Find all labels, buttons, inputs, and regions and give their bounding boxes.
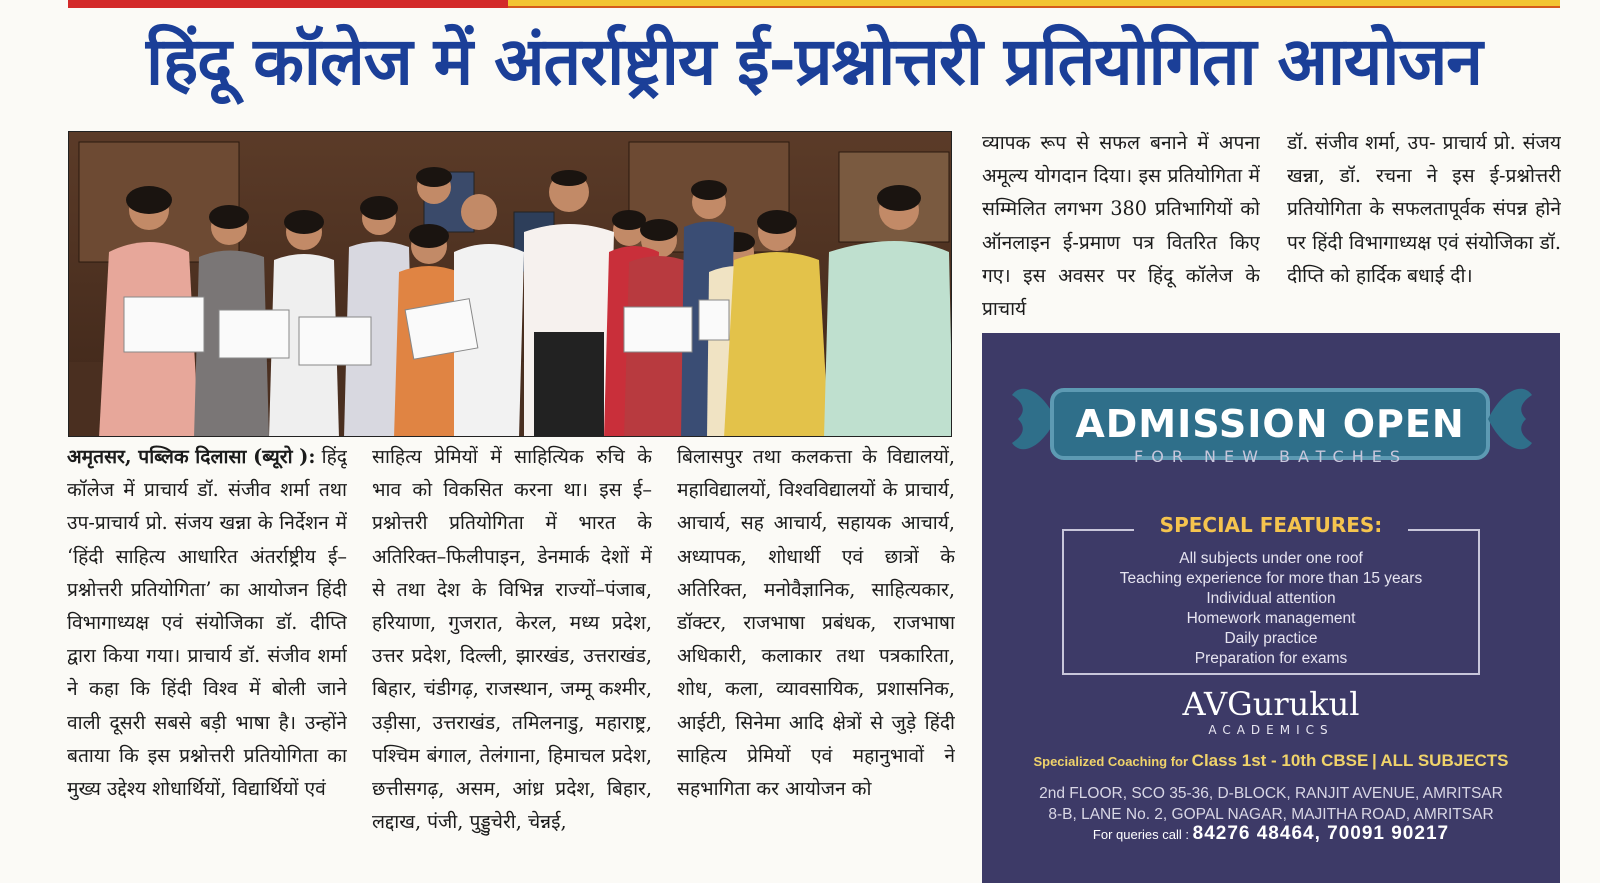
article-text-3: बिलासपुर तथा कलकत्ता के विद्यालयों, महाविद्यालयों, विश्वविद्यालयों के प्राचार्य, आचार्य, सह आचार्य, सहायक आचार्य, अध्यापक, शोधार्थी एवं छात्रों के अतिरिक्त, मनोवैज्ञानिक, साहित्यकार, डॉक्टर, राजभाषा प्रबंधक, राजभाषा अधिकारी, कलाकार तथा पत्रकारिता, शोध, कला, व्यावसायिक, प्रशासनिक, आईटी, सिनेमा आदि क्षेत्रों से जुड़े हिंदी साहित्य प्रेमियों एवं महानुभावों ने सहभागिता कर आयोजन को bbox=[677, 445, 955, 801]
address-line-1: 2nd FLOOR, SCO 35-36, D-BLOCK, RANJIT AVENUE, AMRITSAR bbox=[1039, 785, 1503, 802]
article-column-1 bbox=[67, 440, 347, 883]
coaching-line bbox=[982, 751, 1560, 771]
group-photo bbox=[68, 131, 952, 437]
feature-item: All subjects under one roof bbox=[1179, 550, 1363, 567]
article-column-3 bbox=[677, 440, 955, 883]
coaching-subjects: ALL SUBJECTS bbox=[1380, 751, 1509, 770]
coaching-separator: | bbox=[1371, 751, 1377, 770]
article-text-4: व्यापक रूप से सफल बनाने में अपना अमूल्य योगदान दिया। इस प्रतियोगिता में सम्मिलित लगभग 380 प्रतिभागियों को ऑनलाइन ई-प्रमाण पत्र वितरित किए गए। इस अवसर पर हिंदू कॉलेज के प्राचार्य bbox=[982, 131, 1260, 321]
features-list bbox=[1064, 549, 1478, 669]
feature-item: Individual attention bbox=[1206, 590, 1336, 607]
new-batches-subhead: FOR NEW BATCHES bbox=[1134, 447, 1408, 466]
address-block bbox=[982, 783, 1560, 825]
contact-line bbox=[982, 823, 1560, 845]
brand-subtitle: ACADEMICS bbox=[1208, 723, 1334, 737]
special-features-title: SPECIAL FEATURES: bbox=[1134, 513, 1408, 537]
top-color-strip bbox=[68, 0, 1560, 8]
dateline: अमृतसर, पब्लिक दिलासा (ब्यूरो ): bbox=[67, 445, 316, 468]
page-headline: हिंदू कॉलेज में अंतर्राष्ट्रीय ई-प्रश्नोत्तरी प्रतियोगिता आयोजन bbox=[146, 23, 1482, 100]
phone-numbers: 84276 48464, 70091 90217 bbox=[1192, 823, 1450, 844]
queries-label: For queries call : bbox=[1092, 827, 1189, 842]
brand-logo: AVGurukul bbox=[1182, 685, 1360, 723]
coaching-prefix: Specialized Coaching for bbox=[1033, 754, 1189, 769]
address-line-2: 8-B, LANE No. 2, GOPAL NAGAR, MAJITHA ROAD, AMRITSAR bbox=[1048, 806, 1494, 823]
article-text-2: साहित्य प्रेमियों में साहित्यिक रुचि के भाव को विकसित करना था। इस ई– प्रश्नोत्तरी प्रतियोगिता में भारत के अतिरिक्त–फिलीपाइन, डेनमार्क देशों में से तथा देश के विभिन्न राज्यों–पंजाब, हरियाणा, गुजरात, केरल, मध्य प्रदेश, उत्तर प्रदेश, दिल्ली, झारखंड, उत्तराखंड, बिहार, चंडीगढ़, राजस्थान, जम्मू कश्मीर, उड़ीसा, उत्तराखंड, तमिलनाडु, महाराष्ट्र, पश्चिम बंगाल, तेलंगाना, हिमाचल प्रदेश, छत्तीसगढ़, असम, आंध्र प्रदेश, बिहार, लद्दाख, पंजी, पुड्डुचेरी, चेन्नई, bbox=[372, 445, 652, 834]
special-features-box bbox=[1062, 513, 1480, 675]
feature-item: Teaching experience for more than 15 years bbox=[1119, 570, 1423, 587]
article-column-4 bbox=[982, 126, 1260, 326]
article-text-5: डॉ. संजीव शर्मा, उप- प्राचार्य प्रो. संजय खन्ना, डॉ. रचना ने इस ई-प्रश्नोत्तरी प्रतियोगिता के सफलतापूर्वक संपन्न होने पर हिंदी विभागाध्यक्ष एवं संयोजिका डॉ. दीप्ति को हार्दिक बधाई दी। bbox=[1287, 131, 1561, 287]
top-strip-yellow bbox=[508, 0, 1560, 8]
feature-item: Preparation for exams bbox=[1194, 650, 1348, 667]
admission-open-banner: ADMISSION OPEN bbox=[1050, 388, 1490, 460]
feature-item: Daily practice bbox=[1224, 630, 1318, 647]
admission-advertisement bbox=[982, 333, 1560, 883]
article-column-2 bbox=[372, 440, 652, 883]
feature-item: Homework management bbox=[1186, 610, 1356, 627]
article-column-5 bbox=[1287, 126, 1561, 326]
coaching-class: Class 1st - 10th CBSE bbox=[1191, 751, 1369, 770]
leaf-ornament-right-icon bbox=[1488, 381, 1532, 457]
article-text-1: हिंदू कॉलेज में प्राचार्य डॉ. संजीव शर्मा तथा उप-प्राचार्य प्रो. संजय खन्ना के निर्देशन में ‘हिंदी साहित्य आधारित अंतर्राष्ट्रीय ई–प्रश्नोत्तरी प्रतियोगिता’ का आयोजन हिंदी विभागाध्यक्ष एवं संयोजिका डॉ. दीप्ति द्वारा किया गया। प्राचार्य डॉ. संजीव शर्मा ने कहा कि हिंदी विश्व में बोली जाने वाली दूसरी सबसे बड़ी भाषा है। उन्होंने बताया कि इस प्रश्नोत्तरी प्रतियोगिता का मुख्य उद्देश्य शोधार्थियों, विद्यार्थियों एवं bbox=[67, 445, 347, 801]
top-strip-red bbox=[68, 0, 508, 8]
